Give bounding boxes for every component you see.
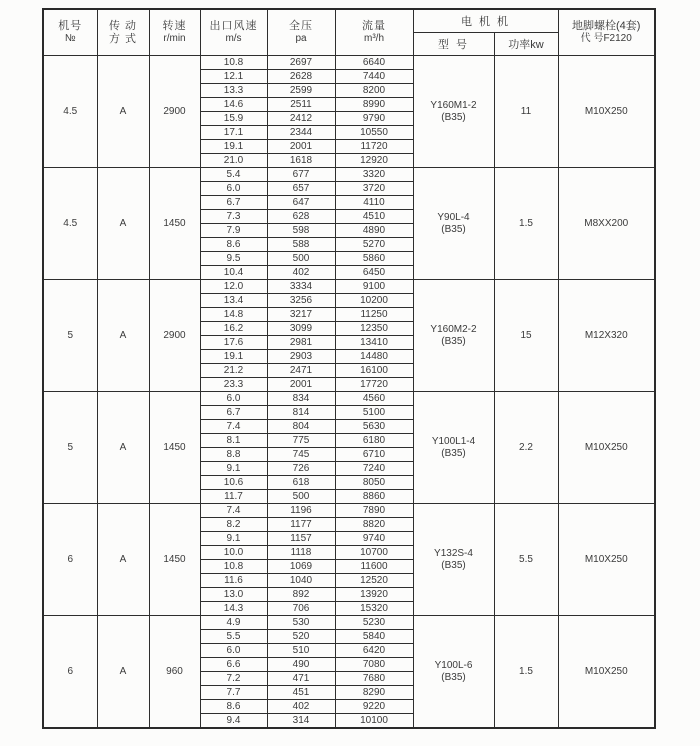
cell-motor-model	[413, 56, 494, 168]
header-machine-no-unit: №	[64, 33, 76, 44]
cell-outlet-velocity: 21.0	[200, 154, 267, 168]
cell-motor-model	[413, 616, 494, 729]
cell-flow: 8860	[335, 490, 413, 504]
cell-outlet-velocity: 10.8	[200, 56, 267, 70]
cell-flow: 3320	[335, 168, 413, 182]
header-drive-mode	[97, 9, 149, 56]
cell-flow: 6450	[335, 266, 413, 280]
header-motor-group: 电 机 机	[413, 9, 558, 33]
cell-pressure: 588	[267, 238, 335, 252]
cell-pressure: 3256	[267, 294, 335, 308]
header-flow-title: 流量	[362, 20, 386, 32]
cell-speed: 1450	[149, 168, 200, 280]
header-row-1	[43, 9, 655, 33]
cell-flow: 8200	[335, 84, 413, 98]
cell-outlet-velocity: 8.6	[200, 238, 267, 252]
cell-pressure: 530	[267, 616, 335, 630]
cell-flow: 5860	[335, 252, 413, 266]
cell-flow: 17720	[335, 378, 413, 392]
cell-motor-model	[413, 168, 494, 280]
cell-pressure: 892	[267, 588, 335, 602]
cell-pressure: 520	[267, 630, 335, 644]
cell-pressure: 814	[267, 406, 335, 420]
cell-motor-power: 1.5	[494, 168, 558, 280]
cell-outlet-velocity: 9.1	[200, 532, 267, 546]
cell-outlet-velocity: 7.7	[200, 686, 267, 700]
cell-flow: 11600	[335, 560, 413, 574]
cell-outlet-velocity: 7.3	[200, 210, 267, 224]
cell-flow: 5270	[335, 238, 413, 252]
cell-speed: 1450	[149, 392, 200, 504]
cell-flow: 14480	[335, 350, 413, 364]
cell-flow: 10100	[335, 714, 413, 729]
cell-pressure: 2697	[267, 56, 335, 70]
cell-pressure: 451	[267, 686, 335, 700]
cell-flow: 7080	[335, 658, 413, 672]
motor-model-text: Y160M2-2	[430, 323, 477, 335]
cell-flow: 10200	[335, 294, 413, 308]
cell-flow: 9790	[335, 112, 413, 126]
motor-frame-text: (B35)	[441, 559, 466, 571]
table-body	[43, 56, 655, 729]
cell-outlet-velocity: 6.7	[200, 196, 267, 210]
cell-pressure: 618	[267, 476, 335, 490]
cell-machine-no: 5	[43, 392, 97, 504]
header-pressure-unit: pa	[295, 33, 307, 44]
cell-pressure: 2511	[267, 98, 335, 112]
cell-flow: 6420	[335, 644, 413, 658]
cell-drive-mode: A	[97, 280, 149, 392]
cell-pressure: 3334	[267, 280, 335, 294]
cell-outlet-velocity: 7.4	[200, 420, 267, 434]
cell-flow: 8990	[335, 98, 413, 112]
cell-outlet-velocity: 4.9	[200, 616, 267, 630]
cell-pressure: 2344	[267, 126, 335, 140]
header-speed-unit: r/min	[163, 33, 186, 44]
cell-pressure: 1618	[267, 154, 335, 168]
header-speed-title: 转速	[162, 20, 187, 32]
cell-drive-mode: A	[97, 504, 149, 616]
cell-speed: 960	[149, 616, 200, 729]
cell-pressure: 2001	[267, 140, 335, 154]
cell-pressure: 471	[267, 672, 335, 686]
cell-motor-model	[413, 280, 494, 392]
cell-outlet-velocity: 6.6	[200, 658, 267, 672]
cell-pressure: 745	[267, 448, 335, 462]
cell-outlet-velocity: 15.9	[200, 112, 267, 126]
cell-drive-mode: A	[97, 392, 149, 504]
cell-motor-model	[413, 504, 494, 616]
cell-flow: 5630	[335, 420, 413, 434]
cell-flow: 7890	[335, 504, 413, 518]
header-drive-title-2: 方 式	[108, 32, 138, 45]
header-flow-unit: m³/h	[364, 33, 384, 44]
cell-outlet-velocity: 8.1	[200, 434, 267, 448]
cell-flow: 8050	[335, 476, 413, 490]
cell-outlet-velocity: 10.6	[200, 476, 267, 490]
cell-pressure: 804	[267, 420, 335, 434]
cell-drive-mode: A	[97, 616, 149, 729]
cell-pressure: 647	[267, 196, 335, 210]
cell-motor-power: 1.5	[494, 616, 558, 729]
cell-speed: 2900	[149, 280, 200, 392]
cell-motor-power: 11	[494, 56, 558, 168]
motor-model-text: Y132S-4	[434, 547, 473, 559]
cell-flow: 4110	[335, 196, 413, 210]
cell-motor-power: 15	[494, 280, 558, 392]
cell-pressure: 3099	[267, 322, 335, 336]
cell-flow: 8290	[335, 686, 413, 700]
cell-pressure: 657	[267, 182, 335, 196]
table-row	[43, 56, 655, 70]
cell-pressure: 2412	[267, 112, 335, 126]
cell-drive-mode: A	[97, 168, 149, 280]
cell-pressure: 706	[267, 602, 335, 616]
cell-outlet-velocity: 14.3	[200, 602, 267, 616]
cell-flow: 5230	[335, 616, 413, 630]
cell-flow: 7240	[335, 462, 413, 476]
cell-anchor-bolt: M8XX200	[558, 168, 655, 280]
cell-outlet-velocity: 8.8	[200, 448, 267, 462]
cell-flow: 3720	[335, 182, 413, 196]
cell-anchor-bolt: M10X250	[558, 56, 655, 168]
header-outlet-velocity-title: 出口风速	[209, 20, 258, 32]
cell-pressure: 500	[267, 490, 335, 504]
cell-flow: 11250	[335, 308, 413, 322]
cell-outlet-velocity: 13.3	[200, 84, 267, 98]
cell-flow: 8820	[335, 518, 413, 532]
header-anchor-bolt-code: 代 号F2120	[580, 33, 632, 44]
cell-pressure: 2903	[267, 350, 335, 364]
table-row	[43, 168, 655, 182]
cell-pressure: 402	[267, 266, 335, 280]
cell-outlet-velocity: 17.6	[200, 336, 267, 350]
cell-flow: 7680	[335, 672, 413, 686]
cell-machine-no: 6	[43, 504, 97, 616]
table-row	[43, 392, 655, 406]
cell-anchor-bolt: M10X250	[558, 616, 655, 729]
cell-pressure: 2628	[267, 70, 335, 84]
table-row	[43, 280, 655, 294]
cell-outlet-velocity: 19.1	[200, 140, 267, 154]
cell-flow: 6710	[335, 448, 413, 462]
cell-machine-no: 4.5	[43, 56, 97, 168]
cell-flow: 13410	[335, 336, 413, 350]
cell-motor-power: 5.5	[494, 504, 558, 616]
cell-outlet-velocity: 7.2	[200, 672, 267, 686]
cell-anchor-bolt: M12X320	[558, 280, 655, 392]
table-row	[43, 504, 655, 518]
cell-pressure: 1118	[267, 546, 335, 560]
cell-pressure: 490	[267, 658, 335, 672]
motor-model-text: Y100L1-4	[431, 435, 476, 447]
cell-flow: 4510	[335, 210, 413, 224]
cell-flow: 5100	[335, 406, 413, 420]
cell-pressure: 1177	[267, 518, 335, 532]
cell-flow: 4890	[335, 224, 413, 238]
header-anchor-bolt-title: 地脚螺栓(4套)	[572, 20, 641, 32]
cell-outlet-velocity: 13.4	[200, 294, 267, 308]
cell-flow: 13920	[335, 588, 413, 602]
cell-drive-mode: A	[97, 56, 149, 168]
cell-outlet-velocity: 8.2	[200, 518, 267, 532]
cell-pressure: 3217	[267, 308, 335, 322]
header-outlet-velocity-unit: m/s	[225, 33, 242, 44]
cell-pressure: 1040	[267, 574, 335, 588]
cell-pressure: 510	[267, 644, 335, 658]
cell-pressure: 2599	[267, 84, 335, 98]
cell-flow: 7440	[335, 70, 413, 84]
cell-pressure: 726	[267, 462, 335, 476]
cell-pressure: 402	[267, 700, 335, 714]
header-motor-model: 型 号	[413, 33, 494, 56]
cell-outlet-velocity: 12.0	[200, 280, 267, 294]
cell-pressure: 314	[267, 714, 335, 729]
cell-outlet-velocity: 17.1	[200, 126, 267, 140]
cell-outlet-velocity: 11.6	[200, 574, 267, 588]
motor-frame-text: (B35)	[441, 447, 466, 459]
cell-outlet-velocity: 6.7	[200, 406, 267, 420]
cell-flow: 9100	[335, 280, 413, 294]
cell-flow: 5840	[335, 630, 413, 644]
cell-outlet-velocity: 7.4	[200, 504, 267, 518]
cell-outlet-velocity: 9.1	[200, 462, 267, 476]
header-machine-no-title: 机号	[58, 20, 83, 32]
motor-model-text: Y100L-6	[434, 659, 473, 671]
cell-machine-no: 6	[43, 616, 97, 729]
fan-spec-table	[42, 8, 656, 729]
cell-flow: 9740	[335, 532, 413, 546]
cell-outlet-velocity: 5.5	[200, 630, 267, 644]
cell-flow: 16100	[335, 364, 413, 378]
cell-flow: 9220	[335, 700, 413, 714]
header-outlet-velocity	[200, 9, 267, 56]
cell-outlet-velocity: 9.5	[200, 252, 267, 266]
cell-outlet-velocity: 10.0	[200, 546, 267, 560]
cell-flow: 12920	[335, 154, 413, 168]
table-header	[43, 9, 655, 56]
cell-pressure: 775	[267, 434, 335, 448]
cell-flow: 12350	[335, 322, 413, 336]
cell-outlet-velocity: 6.0	[200, 182, 267, 196]
cell-outlet-velocity: 19.1	[200, 350, 267, 364]
cell-flow: 4560	[335, 392, 413, 406]
cell-outlet-velocity: 5.4	[200, 168, 267, 182]
header-flow	[335, 9, 413, 56]
cell-flow: 11720	[335, 140, 413, 154]
header-drive-title: 传 动	[108, 19, 138, 32]
cell-outlet-velocity: 14.8	[200, 308, 267, 322]
cell-pressure: 500	[267, 252, 335, 266]
cell-pressure: 628	[267, 210, 335, 224]
motor-frame-text: (B35)	[441, 111, 466, 123]
cell-speed: 1450	[149, 504, 200, 616]
cell-speed: 2900	[149, 56, 200, 168]
cell-pressure: 2471	[267, 364, 335, 378]
cell-pressure: 834	[267, 392, 335, 406]
cell-pressure: 2001	[267, 378, 335, 392]
cell-outlet-velocity: 16.2	[200, 322, 267, 336]
header-pressure-title: 全压	[289, 20, 313, 32]
header-pressure	[267, 9, 335, 56]
cell-anchor-bolt: M10X250	[558, 392, 655, 504]
cell-outlet-velocity: 9.4	[200, 714, 267, 729]
cell-pressure: 1196	[267, 504, 335, 518]
cell-flow: 10550	[335, 126, 413, 140]
cell-outlet-velocity: 10.4	[200, 266, 267, 280]
motor-frame-text: (B35)	[441, 671, 466, 683]
cell-outlet-velocity: 6.0	[200, 392, 267, 406]
cell-pressure: 677	[267, 168, 335, 182]
cell-outlet-velocity: 21.2	[200, 364, 267, 378]
motor-frame-text: (B35)	[441, 223, 466, 235]
motor-model-text: Y160M1-2	[430, 99, 477, 111]
cell-outlet-velocity: 8.6	[200, 700, 267, 714]
cell-pressure: 1069	[267, 560, 335, 574]
cell-outlet-velocity: 14.6	[200, 98, 267, 112]
cell-flow: 6180	[335, 434, 413, 448]
cell-outlet-velocity: 11.7	[200, 490, 267, 504]
cell-machine-no: 4.5	[43, 168, 97, 280]
cell-flow: 12520	[335, 574, 413, 588]
table-row	[43, 616, 655, 630]
cell-outlet-velocity: 12.1	[200, 70, 267, 84]
motor-model-text: Y90L-4	[437, 211, 470, 223]
cell-outlet-velocity: 23.3	[200, 378, 267, 392]
cell-pressure: 598	[267, 224, 335, 238]
cell-machine-no: 5	[43, 280, 97, 392]
cell-flow: 10700	[335, 546, 413, 560]
cell-flow: 6640	[335, 56, 413, 70]
cell-outlet-velocity: 6.0	[200, 644, 267, 658]
cell-flow: 15320	[335, 602, 413, 616]
cell-outlet-velocity: 13.0	[200, 588, 267, 602]
header-anchor-bolt	[558, 9, 655, 56]
cell-motor-model	[413, 392, 494, 504]
cell-outlet-velocity: 10.8	[200, 560, 267, 574]
header-speed	[149, 9, 200, 56]
cell-motor-power: 2.2	[494, 392, 558, 504]
cell-outlet-velocity: 7.9	[200, 224, 267, 238]
cell-pressure: 2981	[267, 336, 335, 350]
cell-pressure: 1157	[267, 532, 335, 546]
header-motor-power: 功率kw	[494, 33, 558, 56]
header-machine-no	[43, 9, 97, 56]
cell-anchor-bolt: M10X250	[558, 504, 655, 616]
motor-frame-text: (B35)	[441, 335, 466, 347]
